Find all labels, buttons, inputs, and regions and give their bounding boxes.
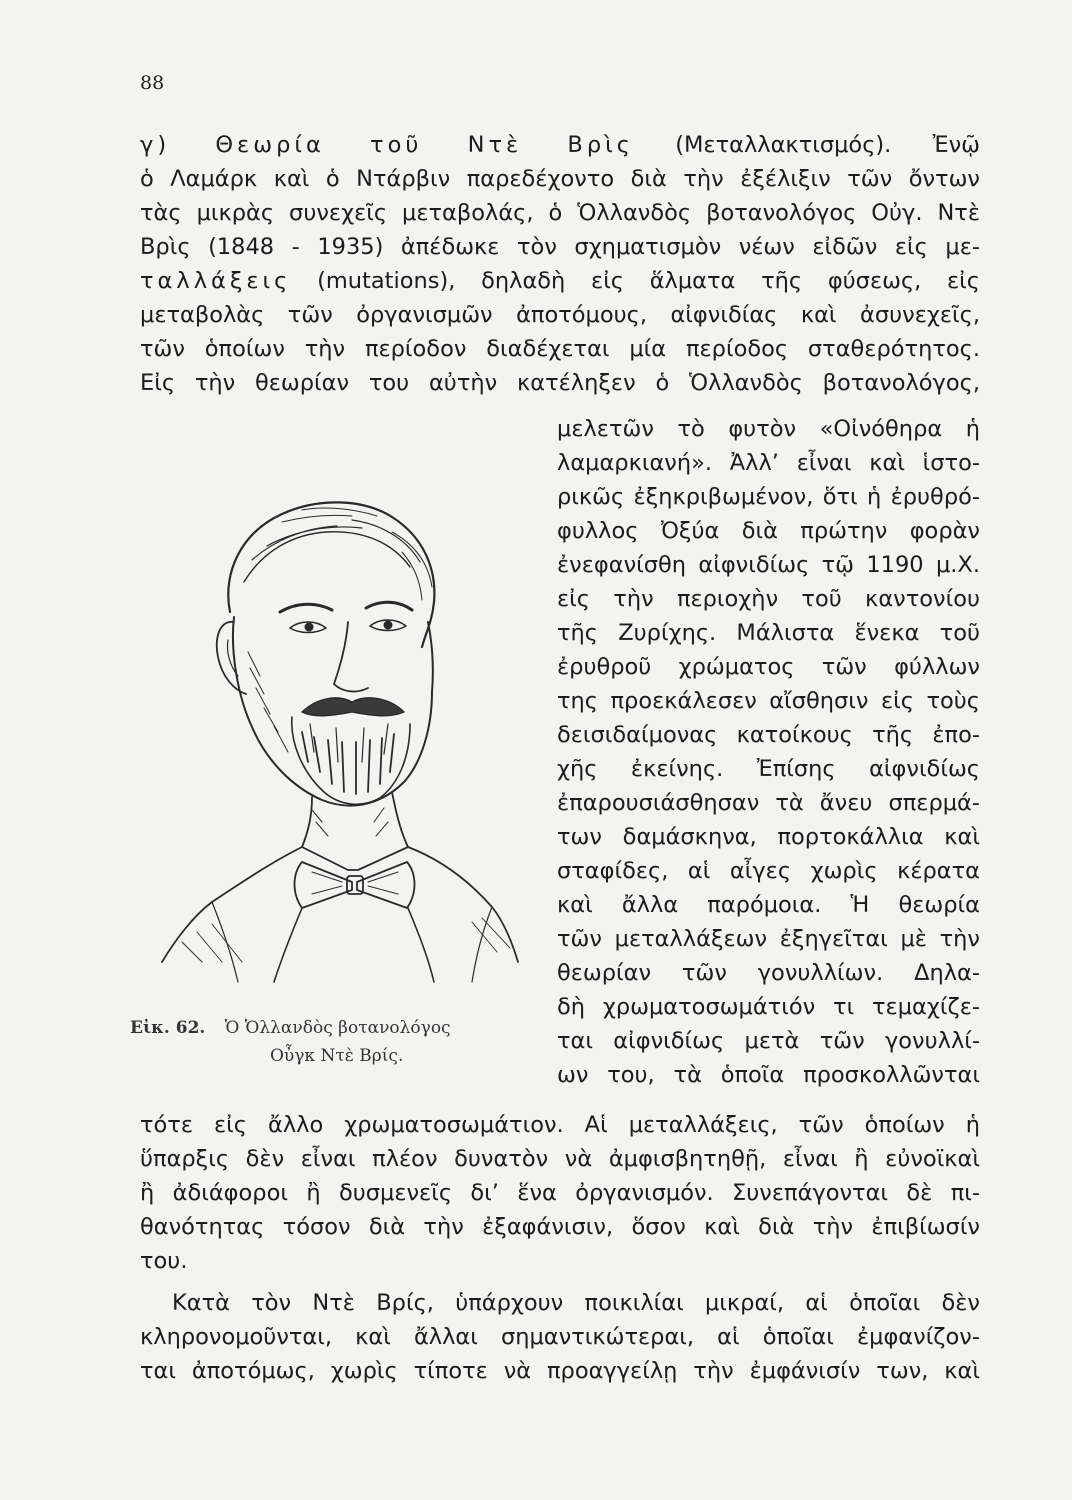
text-line: ται ἀποτόμως, χωρὶς τίποτε νὰ προαγγείλῃ τὴν ἐμφάνισίν των, καὶ	[140, 1358, 980, 1384]
text-line: ὁ Λαμάρκ καὶ ὁ Ντάρβιν παρεδέχοντο διὰ τὴν ἐξέλιξιν τῶν ὄντων	[140, 166, 980, 192]
text-line: θανότητας τόσον διὰ τὴν ἐξαφάνισιν, ὅσον καὶ διὰ τὴν ἐπιβίωσίν	[140, 1214, 980, 1240]
portrait-collar	[302, 847, 408, 870]
right-column-line: ων του, τὰ ὁποῖα προσκολλῶνται	[557, 1062, 980, 1088]
right-column-line: της προεκάλεσεν αἴσθησιν εἰς τοὺς	[557, 688, 980, 714]
section-heading-paren: (Μεταλλακτισμός).	[675, 132, 892, 158]
right-column-line: θεωρίαν τῶν γονυλλίων. Δηλα-	[557, 960, 980, 986]
mutation-word: ταλλάξεις	[140, 268, 292, 294]
right-column-line: τῶν μεταλλάξεων ἐξηγεῖται μὲ τὴν	[557, 926, 980, 952]
right-column-line: εἰς τὴν περιοχὴν τοῦ καντονίου	[557, 586, 980, 612]
text-line: Βρὶς (1848 - 1935) ἀπέδωκε τὸν σχηματισμὸν νέων εἰδῶν εἰς με-	[140, 234, 980, 260]
text-line: κληρονομοῦνται, καὶ ἄλλαι σημαντικώτεραι, αἱ ὁποῖαι ἐμφανίζον-	[140, 1324, 980, 1350]
figure-caption-line2: Οὖγκ Ντὲ Βρίς.	[270, 1046, 404, 1066]
portrait-bowtie	[295, 862, 353, 908]
right-column-line: ται αἰφνιδίως μετὰ τῶν γονυλλί-	[557, 1028, 980, 1054]
right-column-line: φυλλος Ὀξύα διὰ πρώτην φορὰν	[557, 518, 980, 544]
figure-caption-line1	[130, 1018, 451, 1038]
right-column-line: ἐπαρουσιάσθησαν τὰ ἄνευ σπερμά-	[557, 790, 980, 816]
text-line: τὰς μικρὰς συνεχεῖς μεταβολάς, ὁ Ὁλλανδὸς βοτανολόγος Οὐγ. Ντὲ	[140, 200, 980, 226]
section-heading-tail: Ἐνῷ	[932, 132, 980, 158]
text-line: ἢ ἀδιάφοροι ἢ δυσμενεῖς δι’ ἕνα ὀργανισμόν. Συνεπάγονται δὲ πι-	[140, 1180, 980, 1206]
mutation-rest: (mutations), δηλαδὴ εἰς ἅλματα τῆς φύσεως, εἰς	[317, 268, 980, 294]
section-heading-line	[140, 130, 980, 160]
right-column-line: ἐρυθροῦ χρώματος τῶν φύλλων	[557, 654, 980, 680]
right-column-line: τῆς Ζυρίχης. Μάλιστα ἕνεκα τοῦ	[557, 620, 980, 646]
right-column-line: χῆς ἐκείνης. Ἐπίσης αἰφνιδίως	[557, 756, 980, 782]
mutation-line	[140, 266, 980, 296]
right-column-line: καὶ ἄλλα παρόμοια. Ἡ θεωρία	[557, 892, 980, 918]
right-column-line: δεισιδαίμονας κατοίκους τῆς ἐπο-	[557, 722, 980, 748]
portrait-engraving	[152, 462, 532, 1002]
right-column-line: δὴ χρωματοσωμάτιόν τι τεμαχίζε-	[557, 994, 980, 1020]
text-line: ὕπαρξις δὲν εἶναι πλέον δυνατὸν νὰ ἀμφισβητηθῇ, εἶναι ἢ εὐνοϊκαὶ	[140, 1146, 980, 1172]
figure-caption-text1: Ὁ Ὁλλανδὸς βοτανολόγος	[224, 1018, 451, 1038]
right-column-line: μελετῶν τὸ φυτὸν «Οἰνόθηρα ἡ	[557, 416, 980, 442]
text-line: μεταβολὰς τῶν ὀργανισμῶν ἀποτόμους, αἰφνιδίας καὶ ἀσυνεχεῖς,	[140, 302, 980, 328]
portrait-coat	[162, 847, 302, 962]
section-heading: γ) Θεωρία τοῦ Ντὲ Βρὶς	[140, 132, 634, 158]
right-column-line: των δαμάσκηνα, πορτοκάλλια καὶ	[557, 824, 980, 850]
portrait-hair	[228, 502, 434, 647]
text-line: τῶν ὁποίων τὴν περίοδον διαδέχεται μία περίοδος σταθερότητος.	[140, 336, 980, 362]
right-column-line: σταφίδες, αἱ αἶγες χωρὶς κέρατα	[557, 858, 980, 884]
right-column-line: ἐνεφανίσθη αἰφνιδίως τῷ 1190 μ.Χ.	[557, 552, 980, 578]
text-line: Εἰς τὴν θεωρίαν του αὐτὴν κατέληξεν ὁ Ὁλλανδὸς βοτανολόγος,	[140, 370, 980, 396]
paragraph-first-line: Κατὰ τὸν Ντὲ Βρίς, ὑπάρχουν ποικιλίαι μικραί, αἱ ὁποῖαι δὲν	[172, 1290, 980, 1316]
portrait-moustache	[302, 698, 404, 716]
text-line: τότε εἰς ἄλλο χρωματοσωμάτιον. Αἱ μεταλλάξεις, τῶν ὁποίων ἡ	[140, 1112, 980, 1138]
page-number: 88	[140, 72, 165, 94]
right-column-line: ρικῶς ἐξηκριβωμένον, ὅτι ἡ ἐρυθρό-	[557, 484, 980, 510]
figure-label: Εἰκ. 62.	[130, 1018, 206, 1038]
text-line: του.	[140, 1248, 188, 1274]
right-column-line: λαμαρκιανή». Ἀλλ’ εἶναι καὶ ἱστο-	[557, 450, 980, 476]
